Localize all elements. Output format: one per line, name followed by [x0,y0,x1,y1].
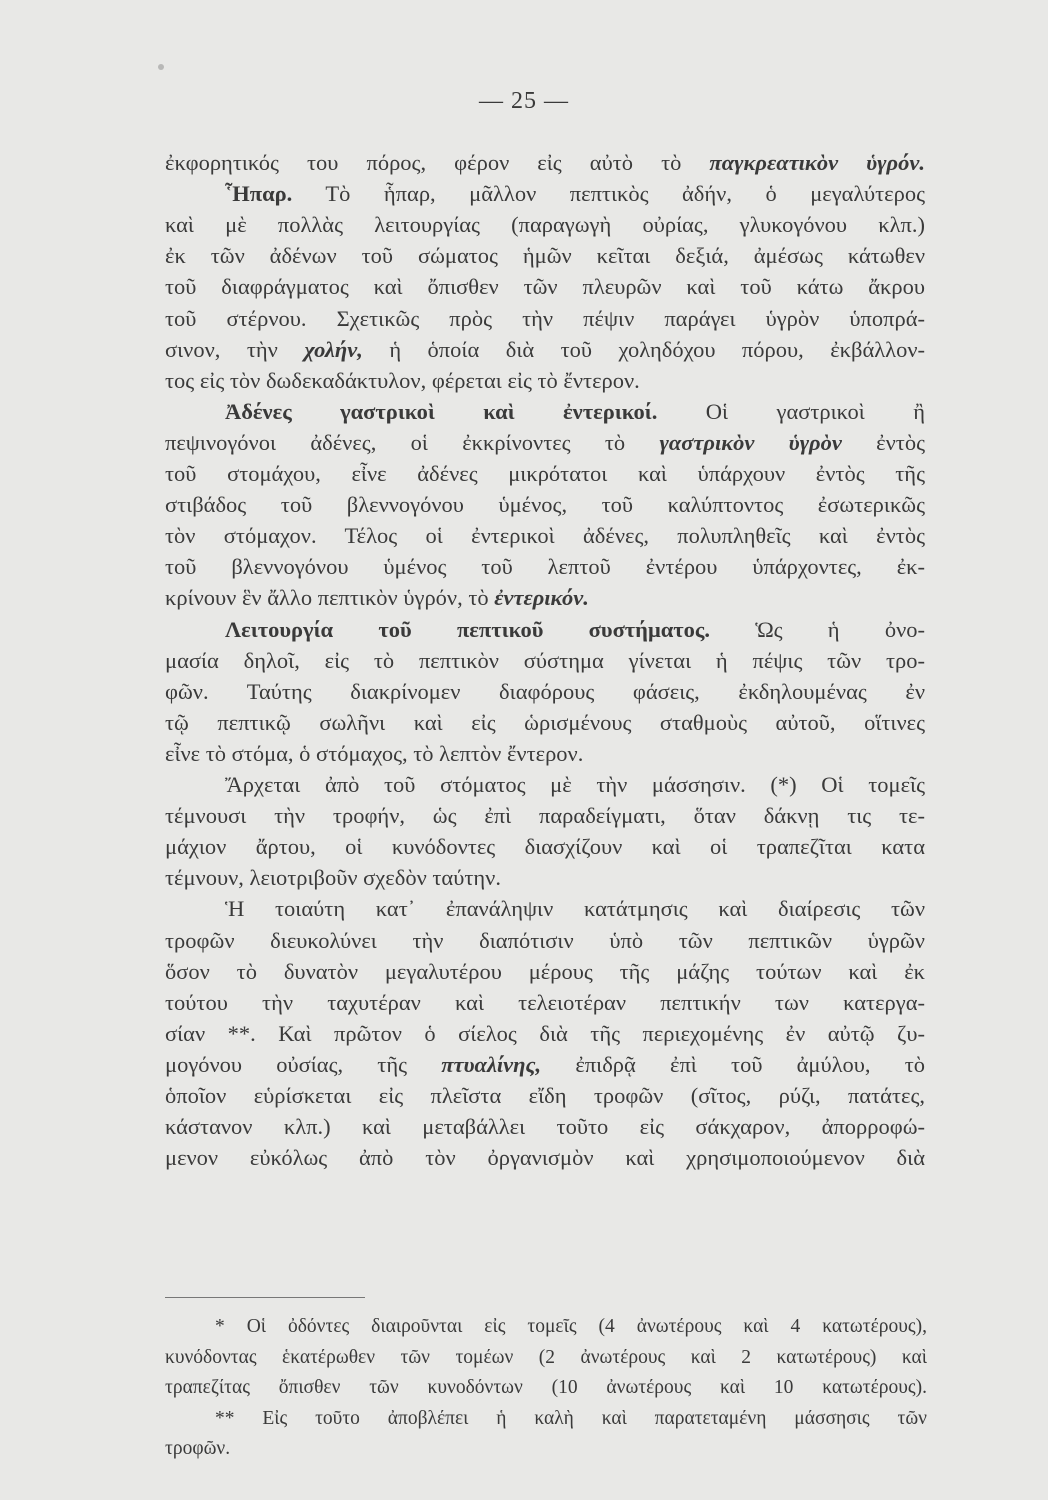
footnote-line [165,1313,927,1341]
emphasized-term: παγκρεατικὸν ὑγρόν. [709,150,925,175]
text-run: ἐκφορητικός του πόρος, φέρον εἰς αὐτὸ τὸ [165,150,710,175]
text-run: τραπεζίτας ὄπισθεν τῶν κυνοδόντων (10 ἀνωτέρους καὶ 10 κατωτέρους). [165,1377,927,1398]
text-run: τοῦ στομάχου, εἶνε ἀδένες μικρότατοι καὶ ὑπάρχουν ἐντὸς τῆς [165,461,925,486]
text-run: τροφῶν διευκολύνει τὴν διαπότισιν ὑπὸ τῶν πεπτικῶν ὑγρῶν [165,927,925,953]
text-run: στιβάδος τοῦ βλεννογόνου ὑμένος, τοῦ καλύπτοντος ἐσωτερικῶς [165,492,925,518]
text-line [165,491,925,519]
text-run: μενον εὐκόλως ἀπὸ τὸν ὀργανισμὸν καὶ χρησιμοποιούμενον διὰ [165,1145,925,1171]
text-line [165,553,925,581]
text-run: εἶνε τὸ στόμα, ὁ στόμαχος, τὸ λεπτὸν ἔντερον. [165,740,584,766]
text-run: μάχιον ἄρτου, οἱ κυνόδοντες διασχίζουν καὶ οἱ τραπεζῖται κατα [165,834,925,860]
emphasized-term: Ἧπαρ. [225,181,293,207]
text-line [165,211,925,239]
text-line [165,1113,925,1141]
text-run: τῷ πεπτικῷ σωλῆνι καὶ εἰς ὡρισμένους σταθμοὺς αὐτοῦ, οἵτινες [165,709,925,735]
text-run: * Οἱ ὀδόντες διαιροῦνται εἰς τομεῖς (4 ἀνωτέρους καὶ 4 κατωτέρους), [215,1316,927,1337]
text-run: τοῦ διαφράγματος καὶ ὄπισθεν τῶν πλευρῶν καὶ τοῦ κάτω ἄκρου [165,274,925,300]
scan-speck [158,64,164,70]
emphasized-term: χολήν, [304,336,363,362]
text-line [165,864,925,892]
text-line [165,895,925,923]
text-line [165,584,925,612]
page-number: — 25 — [479,88,569,114]
text-line [165,242,925,270]
text-line [165,1082,925,1110]
text-run: καὶ μὲ πολλὰς λειτουργίας (παραγωγὴ οὐρίας, γλυκογόνου κλπ.) [165,212,925,238]
text-run: τέμνουν, λειοτριβοῦν σχεδὸν ταύτην. [165,865,501,891]
text-run: τος εἰς τὸν δωδεκαδάκτυλον, φέρεται εἰς τὸ ἔντερον. [165,367,640,393]
text-run: Ὡς ἡ ὀνο- [710,616,925,642]
text-run: τέμνουσι τὴν τροφήν, ὡς ἐπὶ παραδείγματι, ὅταν δάκνῃ τις τε- [165,803,925,829]
text-run: Οἱ γαστρικοὶ ἢ [657,398,925,424]
emphasized-term: γαστρικὸν ὑγρὸν [659,429,842,455]
text-line [165,522,925,550]
text-line [165,740,925,768]
text-run: πεψινογόνοι ἀδένες, οἱ ἐκκρίνοντες τὸ [165,429,660,455]
text-line [165,273,925,301]
text-line [165,1020,925,1048]
text-run: ** Εἰς τοῦτο ἀποβλέπει ἡ καλὴ καὶ παρατεταμένη μάσσησις τῶν [215,1407,927,1429]
text-run: Ἄρχεται ἀπὸ τοῦ στόματος μὲ τὴν μάσσησιν. (*) Οἱ τομεῖς [225,772,925,797]
text-line [165,367,925,395]
text-run: Ἡ τοιαύτη κατ᾽ ἐπανάληψιν κατάτμησις καὶ διαίρεσις τῶν [225,896,925,922]
text-line [165,460,925,488]
text-run: τοῦ στέρνου. Σχετικῶς πρὸς τὴν πέψιν παράγει ὑγρὸν ὑποπρά- [165,305,925,331]
text-line [165,336,925,364]
text-line [165,398,925,426]
emphasized-term: Ἀδένες γαστρικοὶ καὶ ἐντερικοί. [225,398,658,424]
text-run: κρίνουν ἓν ἄλλο πεπτικὸν ὑγρόν, τὸ [165,585,495,611]
text-run: ἐντὸς [841,429,925,455]
text-run: ἐπιδρᾷ ἐπὶ τοῦ ἀμύλου, τὸ [541,1051,926,1077]
text-line [165,958,925,986]
emphasized-term: ἐντερικόν. [494,585,589,611]
text-run: ἐκ τῶν ἀδένων τοῦ σώματος ἡμῶν κεῖται δεξιά, ἀμέσως κάτωθεν [165,243,925,269]
text-run: κάστανον κλπ.) καὶ μεταβάλλει τοῦτο εἰς σάκχαρον, ἀπορροφώ- [165,1114,925,1140]
emphasized-term: Λειτουργία τοῦ πεπτικοῦ συστήματος. [225,616,711,642]
text-line [165,802,925,830]
text-line [165,833,925,861]
emphasized-term: πτυαλίνης, [441,1051,542,1077]
text-line [165,709,925,737]
text-run: τοῦ βλεννογόνου ὑμένος τοῦ λεπτοῦ ἐντέρου ὑπάρχοντες, ἐκ- [165,554,925,580]
text-line [165,1144,925,1172]
text-run: ἡ ὁποία διὰ τοῦ χοληδόχου πόρου, ἐκβάλλον- [362,336,925,362]
text-run: φῶν. Ταύτης διακρίνομεν διαφόρους φάσεις, ἐκδηλουμένας ἐν [165,678,925,704]
text-run: ὁποῖον εὑρίσκεται εἰς πλεῖστα εἴδη τροφῶν (σῖτος, ρύζι, πατάτες, [165,1083,925,1108]
footnote-separator [165,1297,365,1298]
text-line [165,989,925,1017]
text-line [165,149,925,177]
text-run: τὸν στόμαχον. Τέλος οἱ ἐντερικοὶ ἀδένες, πολυπληθεῖς καὶ ἐντὸς [165,523,925,549]
text-run: σινον, τὴν [165,336,305,362]
text-line [165,305,925,333]
text-line [165,678,925,706]
text-line [165,180,925,208]
text-run: τροφῶν. [165,1438,231,1459]
text-run: ὅσον τὸ δυνατὸν μεγαλυτέρου μέρους τῆς μάζης τούτων καὶ ἐκ [165,958,925,984]
text-run: μασία δηλοῖ, εἰς τὸ πεπτικὸν σύστημα γίνεται ἡ πέψις τῶν τρο- [165,647,925,673]
text-line [165,616,925,644]
text-line [165,1051,925,1079]
footnote-line [165,1405,927,1433]
text-line [165,647,925,675]
text-line [165,771,925,799]
footnote-line [165,1435,927,1463]
text-line [165,429,925,457]
footnote-line [165,1344,927,1372]
text-run: κυνόδοντας ἑκατέρωθεν τῶν τομέων (2 ἀνωτέρους καὶ 2 κατωτέρους) καὶ [165,1346,927,1368]
text-run: Τὸ ἧπαρ, μᾶλλον πεπτικὸς ἀδήν, ὁ μεγαλύτερος [292,181,925,207]
text-line [165,927,925,955]
text-run: μογόνου οὐσίας, τῆς [165,1051,442,1077]
text-run: σίαν **. Καὶ πρῶτον ὁ σίελος διὰ τῆς περιεχομένης ἐν αὐτῷ ζυ- [165,1020,925,1046]
footnote-line [165,1374,927,1402]
text-run: τούτου τὴν ταχυτέραν καὶ τελειοτέραν πεπτικήν των κατεργα- [165,989,925,1015]
